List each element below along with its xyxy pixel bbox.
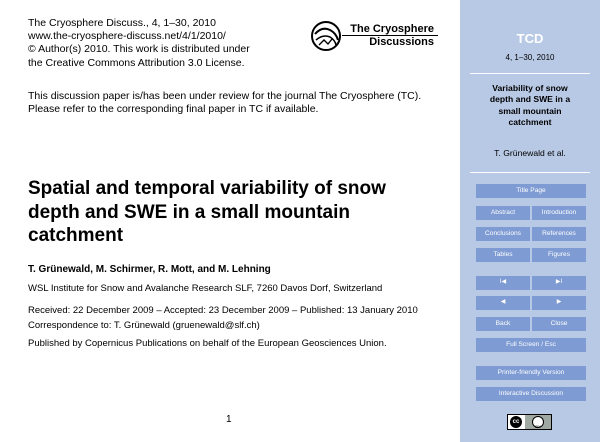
references-button[interactable]: References [532, 227, 586, 241]
creative-commons-badge[interactable] [507, 414, 552, 430]
last-page-button[interactable]: ▶I [532, 276, 586, 290]
sidebar-author: T. Grünewald et al. [494, 148, 566, 158]
journal-header [28, 17, 250, 70]
conclusions-button[interactable]: Conclusions [476, 227, 530, 241]
journal-logo [310, 20, 438, 56]
page-number: 1 [226, 414, 232, 425]
sidebar-title-line2: depth and SWE in a [489, 94, 571, 105]
first-page-button[interactable]: I◀ [476, 276, 530, 290]
paper-title-line1: Spatial and temporal variability of snow [28, 178, 386, 199]
license-line: the Creative Commons Attribution 3.0 License. [28, 56, 245, 69]
fullscreen-button[interactable]: Full Screen / Esc [476, 338, 586, 352]
sidebar-title-line4: catchment [508, 117, 552, 128]
paper-affiliation: WSL Institute for Snow and Avalanche Research SLF, 7260 Davos Dorf, Switzerland [28, 283, 383, 294]
tables-button[interactable]: Tables [476, 248, 530, 262]
previous-page-button[interactable]: ◀ [476, 296, 530, 310]
interactive-discussion-button[interactable]: Interactive Discussion [476, 387, 586, 401]
sidebar-title [460, 83, 600, 129]
review-notice-line1: This discussion paper is/has been under review for the journal The Cryosphere (TC). [28, 90, 422, 102]
cc-icon: cc [510, 416, 522, 428]
logo-text-top: The Cryosphere [350, 23, 434, 35]
copyright-line: © Author(s) 2010. This work is distributed under [28, 43, 250, 56]
logo-text-bottom: Discussions [369, 36, 434, 48]
cc-by-label: BY [535, 424, 541, 429]
sidebar-divider [470, 172, 590, 173]
cryosphere-emblem-icon [310, 20, 342, 52]
paper-title [28, 177, 448, 248]
title-page-button[interactable]: Title Page [476, 184, 586, 198]
printer-friendly-button[interactable]: Printer-friendly Version [476, 366, 586, 380]
sidebar-title-line3: small mountain [498, 105, 562, 116]
close-button[interactable]: Close [532, 317, 586, 331]
abstract-button[interactable]: Abstract [476, 206, 530, 220]
sidebar-journal-abbrev: TCD [516, 31, 544, 46]
navigation-sidebar [460, 0, 600, 442]
paper-authors: T. Grünewald, M. Schirmer, R. Mott, and M. Lehning [28, 264, 271, 275]
correspondence: Correspondence to: T. Grünewald (gruenewald@slf.ch) [28, 320, 260, 331]
review-notice [28, 90, 421, 116]
figures-button[interactable]: Figures [532, 248, 586, 262]
back-button[interactable]: Back [476, 317, 530, 331]
sidebar-title-line1: Variability of snow [492, 83, 568, 93]
paper-title-line2: depth and SWE in a small mountain [28, 201, 350, 223]
paper-dates: Received: 22 December 2009 – Accepted: 23 December 2009 – Published: 13 January 2010 [28, 305, 418, 316]
review-notice-line2: Please refer to the corresponding final paper in TC if available. [28, 103, 319, 115]
cc-by-block [525, 415, 551, 429]
publisher-note: Published by Copernicus Publications on behalf of the European Geosciences Union. [28, 338, 387, 349]
sidebar-reference: 4, 1–30, 2010 [505, 53, 555, 62]
next-page-button[interactable]: ▶ [532, 296, 586, 310]
citation-line: The Cryosphere Discuss., 4, 1–30, 2010 [28, 17, 216, 29]
introduction-button[interactable]: Introduction [532, 206, 586, 220]
paper-title-line3: catchment [28, 225, 124, 246]
journal-url[interactable]: www.the-cryosphere-discuss.net/4/1/2010/ [28, 30, 226, 43]
sidebar-divider [470, 73, 590, 74]
